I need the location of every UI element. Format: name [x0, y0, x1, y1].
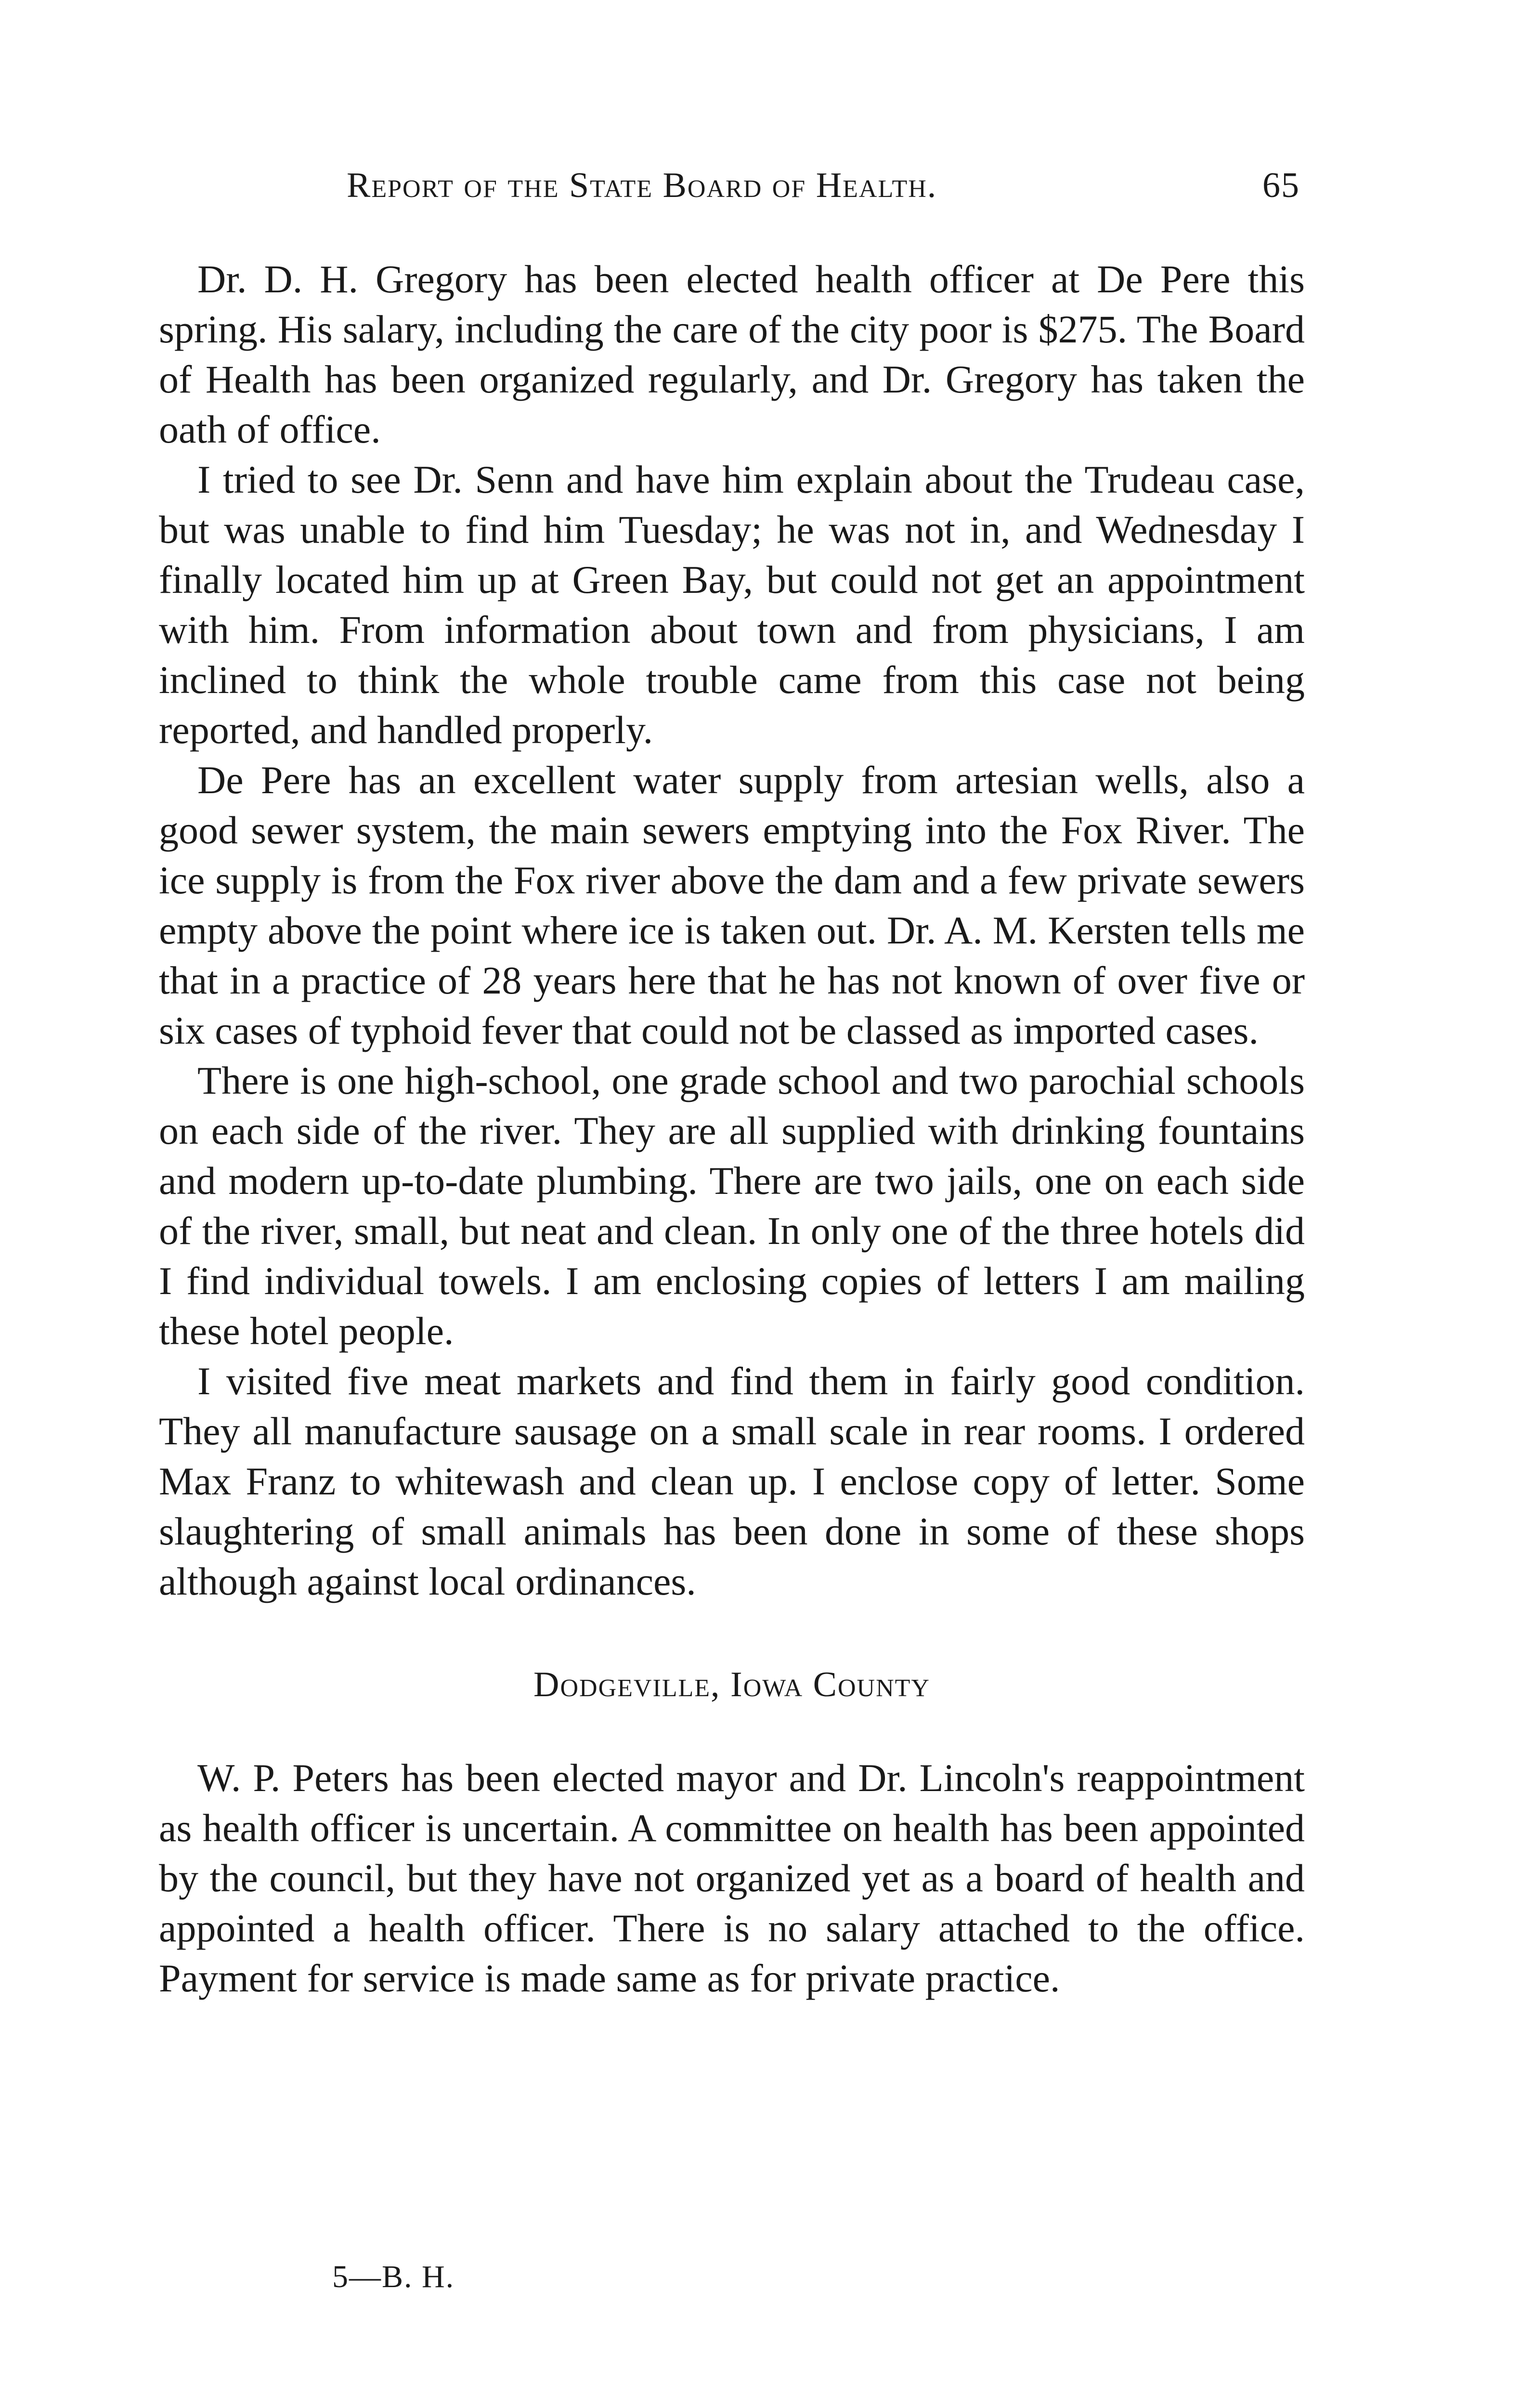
header-title: Report of the State Board of Health. — [347, 166, 937, 205]
running-header — [347, 159, 1300, 212]
body-text — [159, 254, 1305, 2003]
paragraph-water-supply: De Pere has an excellent water supply from artesian wells, also a good sewer system, the main sewers emptying into the Fox River. The ice supply is from the Fox river above the dam and a few private sewers empty above the point where ice is taken out. Dr. A. M. Kersten tells me that in a practice of 28 years here that he has not known of over five or six cases of typhoid fever that could not be classed as imported cases. — [159, 758, 1305, 1052]
page-number: 65 — [1262, 166, 1300, 205]
paragraph-meat-markets: I visited five meat markets and find them in fairly good condition. They all manufacture sausage on a small scale in rear rooms. I ordered Max Franz to whitewash and clean up. I enclose copy of letter. Some slaughtering of small animals has been done in some of these shops although against local ordinances. — [159, 1359, 1305, 1603]
section-heading: Dodgeville, Iowa County — [533, 1665, 930, 1704]
paragraph-de-pere-health-officer: Dr. D. H. Gregory has been elected health officer at De Pere this spring. His salary, including the care of the city poor is $275. The Board of Health has been organized regularly, and Dr. Gregory has taken the oath of office. — [159, 257, 1305, 451]
paragraph-schools-jails-hotels: There is one high-school, one grade school and two parochial schools on each side of the river. They are all supplied with drinking fountains and modern up-to-date plumbing. There are two jails, one on each side of the river, small, but neat and clean. In only one of the three hotels did I find individual towels. I am enclosing copies of letters I am mailing these hotel people. — [159, 1059, 1305, 1353]
paragraph-dodgeville: W. P. Peters has been elected mayor and Dr. Lincoln's reappointment as health officer is uncertain. A committee on health has been appointed by the council, but they have not organized yet as a board of health and appointed a health officer. There is no salary attached to the office. Payment for service is made same as for private practice. — [159, 1756, 1305, 2000]
paragraph-trudeau-case: I tried to see Dr. Senn and have him explain about the Trudeau case, but was unable to find him Tuesday; he was not in, and Wednesday I finally located him up at Green Bay, but could not get an appointment with him. From information about town and from physicians, I am inclined to think the whole trouble came from this case not being reported, and handled properly. — [159, 458, 1305, 752]
signature-mark: 5—B. H. — [332, 2259, 455, 2294]
